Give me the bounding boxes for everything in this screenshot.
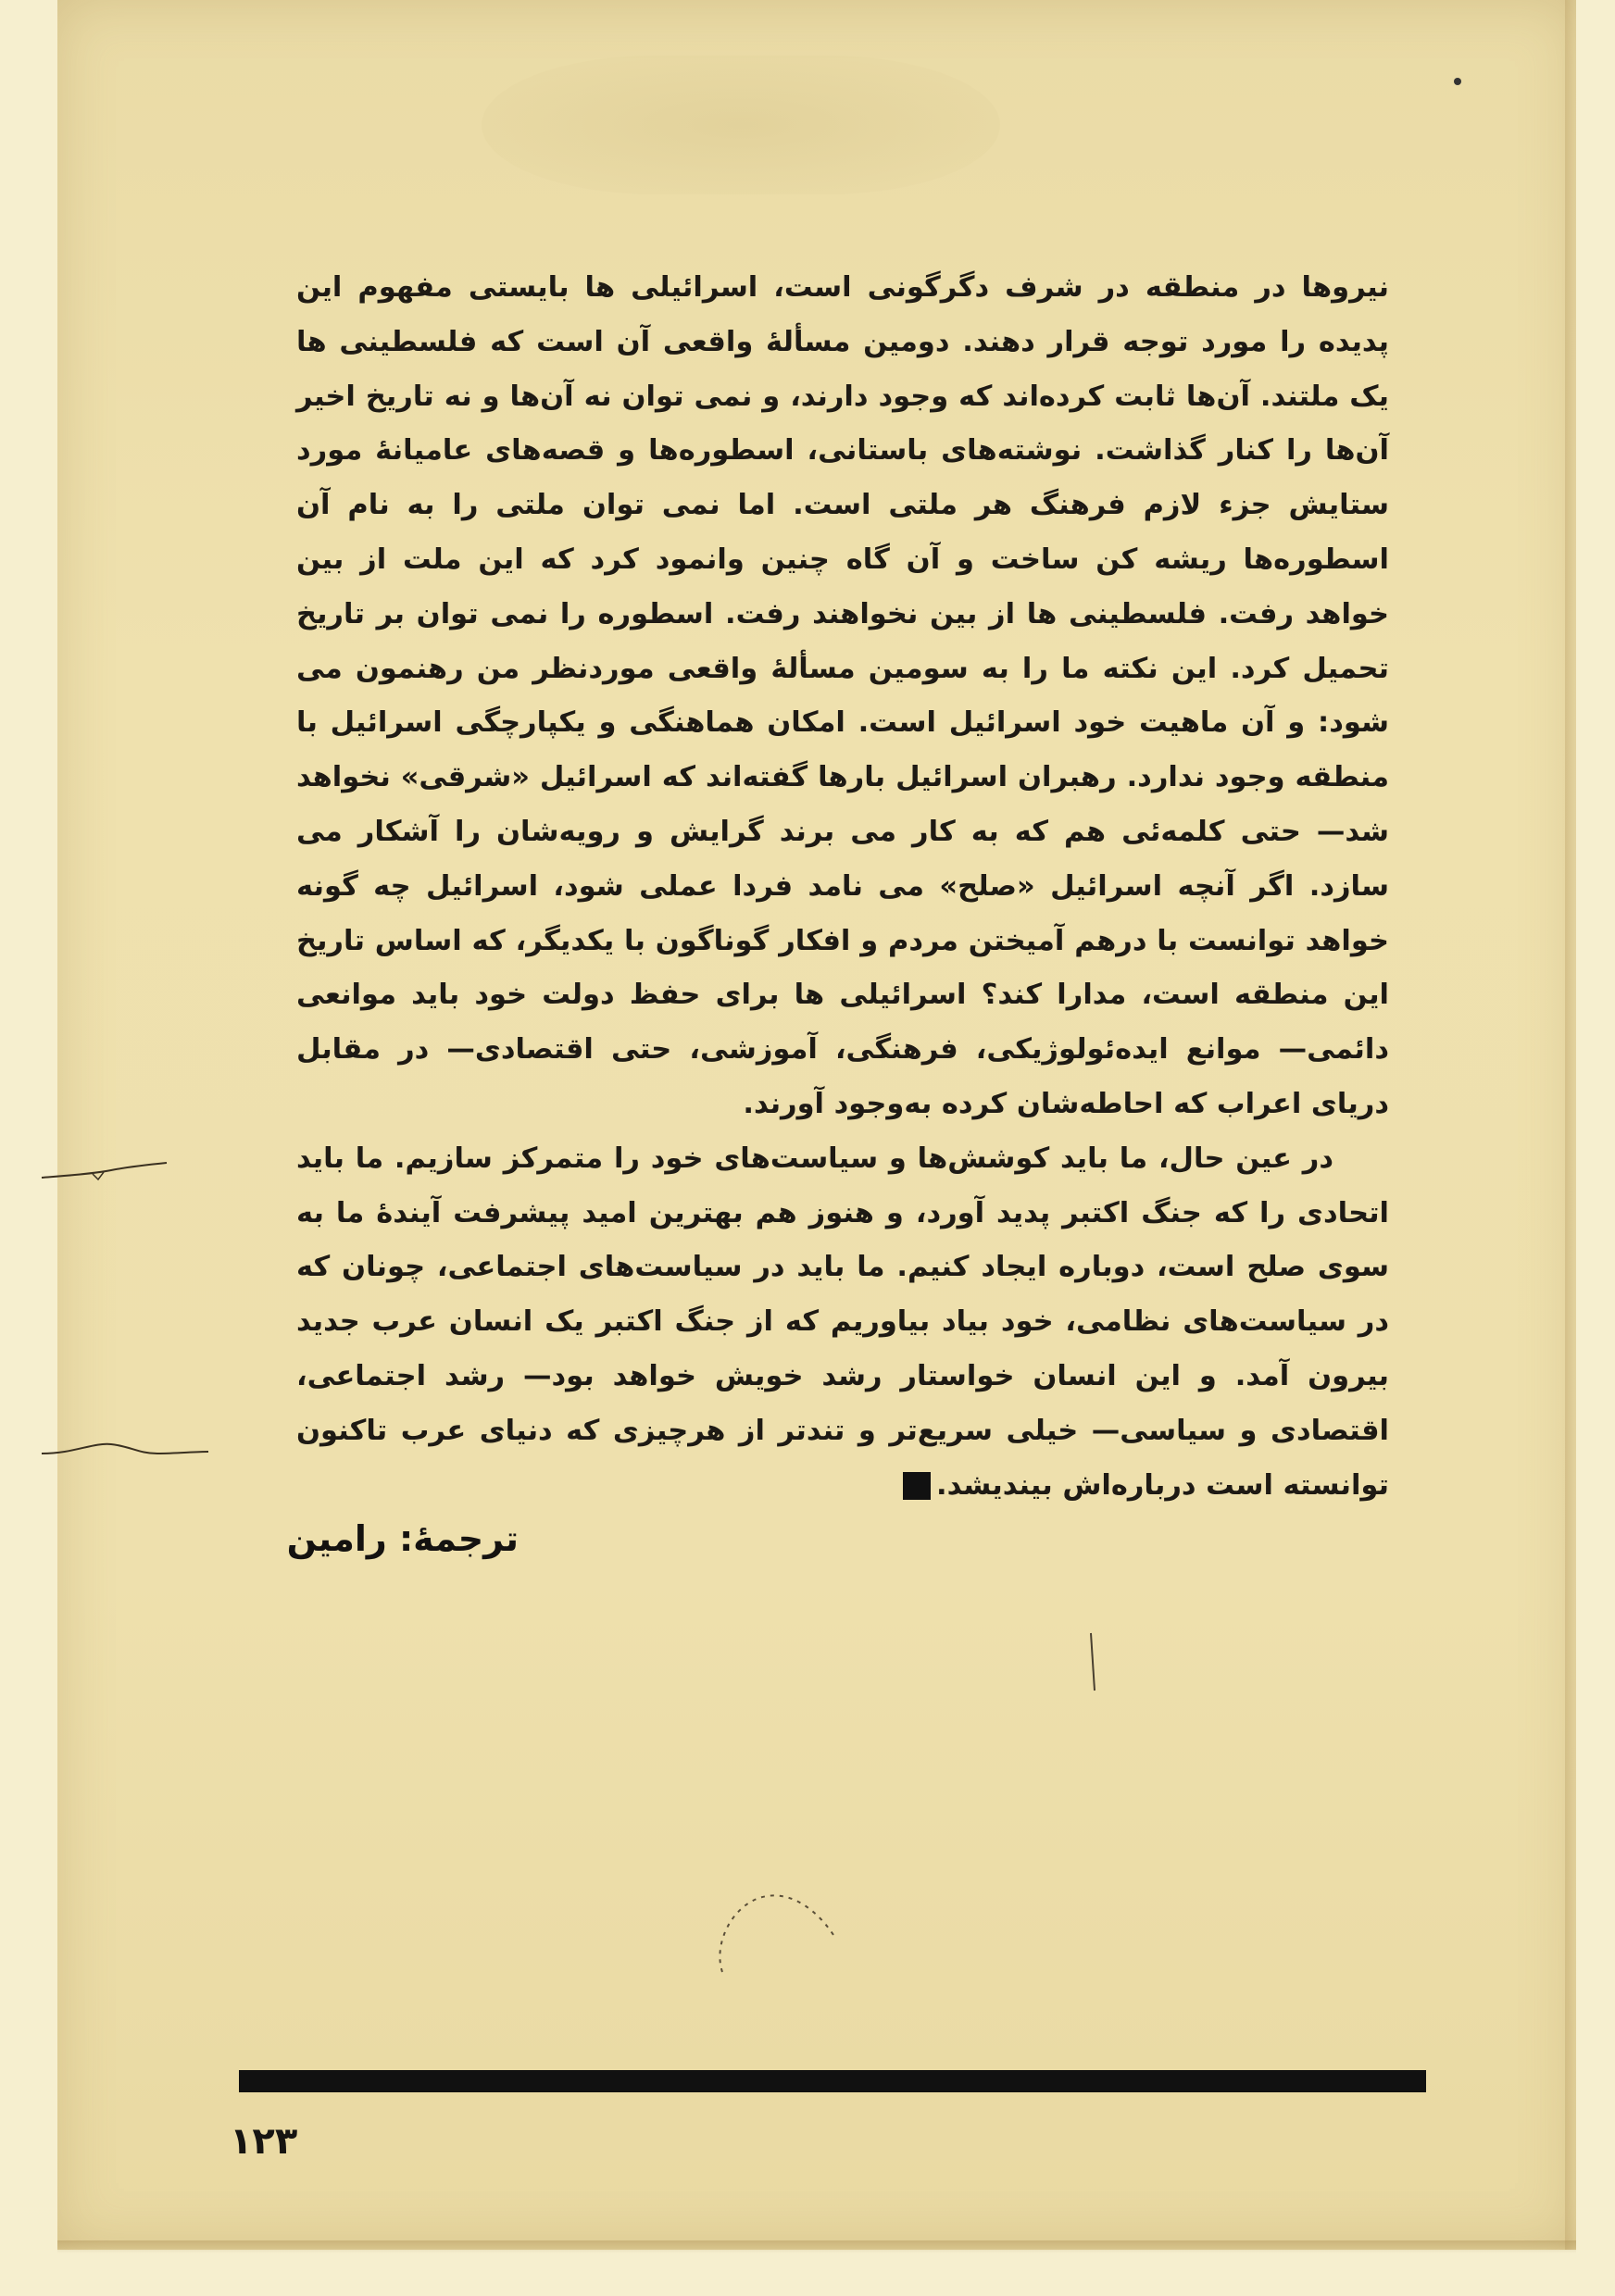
margin-scribble-top [37,1157,176,1194]
translator-credit: ترجمهٔ: رامین [286,1518,519,1559]
article-body [296,261,1389,1513]
page-stain-arc [704,1870,852,1981]
page-number: ۱۲۳ [230,2120,298,2163]
end-of-article-square-icon [903,1472,931,1500]
page-mark-line [1083,1629,1102,1694]
paper-edge [1565,0,1576,2250]
show-through-title [482,56,1000,194]
paper-bottom-edge [57,2240,1576,2253]
ink-dot [1454,78,1461,85]
paragraph-2 [296,1132,1389,1514]
margin-scribble-bottom [37,1426,213,1463]
footer-rule [239,2070,1426,2092]
paragraph-1: نیروها در منطقه در شرف دگرگونی است، اسرائیلی ها بایستی مفهوم این پدیده را مورد توجه قرار دهند. دومین مسألهٔ واقعی آن است که فلسطینی ها یک ملتند. آن‌ها ثابت کرده‌اند که وجود دارند، و نمی توان نه آن‌ها و نه تاریخ اخیر آن‌ها را کنار گذاشت. نوشته‌های باستانی، اسطوره‌ها و قصه‌های عامیانهٔ مورد ستایش جزء لازم فرهنگ هر ملتی است. اما نمی توان ملتی را به نام آن اسطوره‌ها ریشه کن ساخت و آن گاه چنین وانمود کرد که این ملت از بین خواهد رفت. فلسطینی ها از بین نخواهند رفت. اسطوره را نمی توان بر تاریخ تحمیل کرد. این نکته ما را به سومین مسألهٔ واقعی موردنظر من رهنمون می شود: و آن ماهیت خود اسرائیل است. امکان هماهنگی و یکپارچگی اسرائیل با منطقه وجود ندارد. رهبران اسرائیل بارها گفته‌اند که اسرائیل «شرقی» نخواهد شد— حتی کلمه‌ئی هم که به کار می برند گرایش و رویه‌شان را آشکار می سازد. اگر آنچه اسرائیل «صلح» می نامد فردا عملی شود، اسرائیل چه گونه خواهد توانست با درهم آمیختن مردم و افکار گوناگون با یکدیگر، که اساس تاریخ این منطقه است، مدارا کند؟ اسرائیلی ها برای حفظ دولت خود باید موانعی دائمی— موانع ایده‌ئولوژیکی، فرهنگی، آموزشی، حتی اقتصادی— در مقابل دریای اعراب که احاطه‌شان کرده به‌وجود آورند. [296,271,1389,1120]
paragraph-2-text: در عین حال، ما باید کوشش‌ها و سیاست‌های خود را متمرکز سازیم. ما باید اتحادی را که جنگ اکتبر پدید آورد، و هنوز هم بهترین امید پیشرفت آیندهٔ ما به سوی صلح است، دوباره ایجاد کنیم. ما باید در سیاست‌های اجتماعی، چونان که در سیاست‌های نظامی، خود بیاد بیاوریم که از جنگ اکتبر یک انسان عرب جدید بیرون آمد. و این انسان خواستار رشد خویش خواهد بود— رشد اجتماعی، اقتصادی و سیاسی— خیلی سریع‌تر و تندتر از هرچیزی که دنیای عرب تاکنون توانسته است درباره‌اش بیندیشد. [296,1142,1389,1502]
